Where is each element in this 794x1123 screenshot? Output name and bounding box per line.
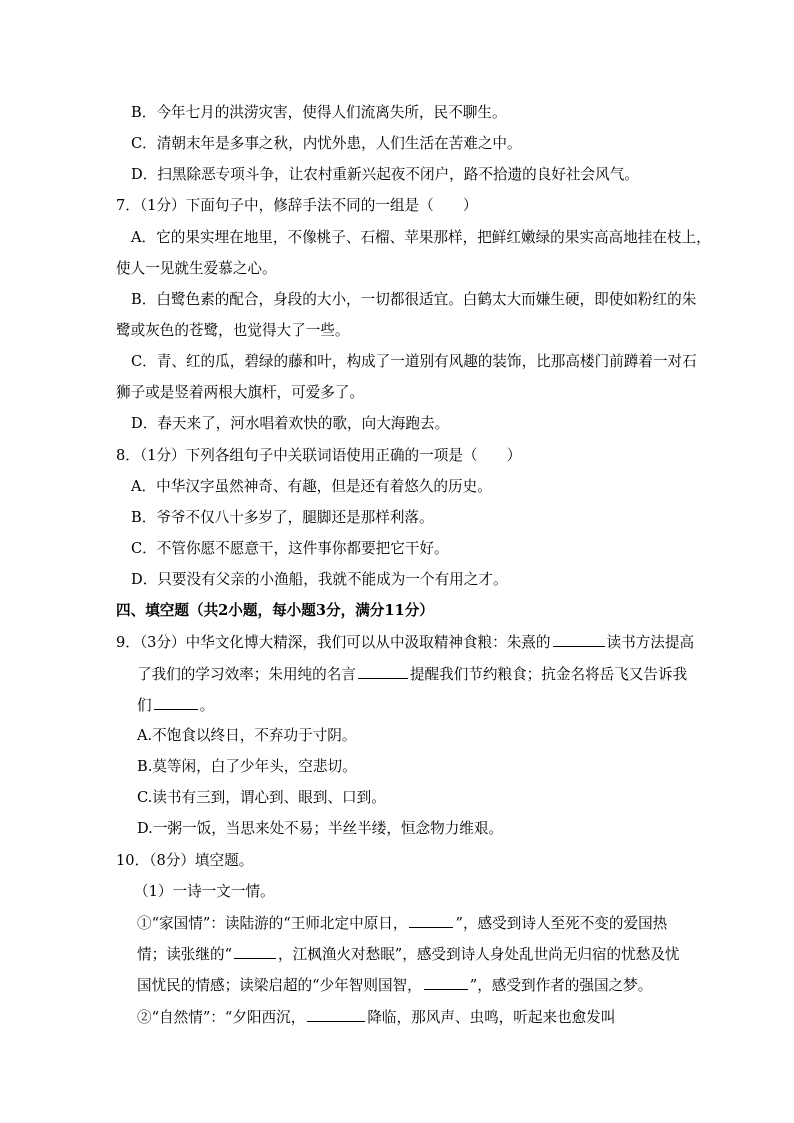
q10-text-4a: ②“自然情”：“夕阳西沉， [137,1009,306,1026]
q8-option-b: B．爷爷不仅八十多岁了，腿脚还是那样利落。 [131,509,434,526]
q8-option-a: A．中华汉字虽然神奇、有趣，但是还有着悠久的历史。 [131,478,492,495]
q6-option-d: D．扫黑除恶专项斗争，让农村重新兴起夜不闭户，路不拾遗的良好社会风气。 [131,166,639,183]
q8-option-c: C．不管你愿不愿意干，这件事你都要把它干好。 [131,540,449,557]
q9-text-3b: 。 [199,697,215,714]
q7-option-c-line1: C．青、红的瓜，碧绿的藤和叶，构成了一道别有风趣的装饰，比那高楼门前蹲着一对石 [131,353,697,370]
q6-option-c: C．清朝末年是多事之秋，内忧外患，人们生活在苦难之中。 [131,135,522,152]
question-9-line2 [137,664,687,685]
question-10-stem: 10．（8分）填空题。 [116,852,254,869]
q10-text-1a: ①“家国情”：读陆游的“王师北定中原日， [137,915,408,932]
q9-text-3a: 们 [137,697,152,714]
q9-option-d: D.一粥一饭，当思来处不易；半丝半缕，恒念物力维艰。 [137,820,504,837]
question-9-line1 [116,632,694,653]
q7-option-b-line2: 鹭或灰色的苍鹭，也觉得大了一些。 [116,322,350,339]
q7-option-b-line1: B．白鹭色素的配合，身段的大小，一切都很适宜。白鹤太大而嫌生硬，即使如粉红的朱 [131,291,697,308]
q9-text-1b: 读书方法提高 [606,634,695,651]
q10-text-1b: ”，感受到诗人至死不变的爱国热 [455,915,668,932]
question-8-stem: 8．（1分）下列各组句子中关联词语使用正确的一项是（ ） [116,447,522,464]
q9-option-a: A.不饱食以终日，不弃功于寸阴。 [137,727,357,744]
q10-para-line3 [137,975,652,996]
answer-blank-10-2[interactable] [234,944,276,959]
q9-text-2a: 了我们的学习效率；朱用纯的名言 [137,666,356,683]
q7-option-c-line2: 狮子或是竖着两根大旗杆，可爱多了。 [116,384,365,401]
q10-text-2b: ，江枫渔火对愁眠”，感受到诗人身处乱世尚无归宿的忧愁及忧 [278,946,680,963]
answer-blank-9-2[interactable] [358,664,408,679]
q10-text-3a: 国忧民的情感；读梁启超的“少年智则国智， [137,977,422,994]
q6-option-b: B．今年七月的洪涝灾害，使得人们流离失所，民不聊生。 [131,104,507,121]
q8-option-d: D．只要没有父亲的小渔船，我就不能成为一个有用之才。 [131,571,508,588]
q10-text-2a: 情；读张继的“ [137,946,233,963]
answer-blank-10-1[interactable] [409,913,453,928]
answer-blank-10-3[interactable] [424,975,468,990]
answer-blank-9-1[interactable] [553,632,605,647]
q10-para-line4 [137,1007,615,1028]
q7-option-a-line2: 使人一见就生爱慕之心。 [116,260,277,277]
q9-text-1a: 9．（3分）中华文化博大精深，我们可以从中汲取精神食粮：朱熹的 [116,634,551,651]
q10-part-1-heading: （1）一诗一文一情。 [134,883,275,900]
section-4-heading: 四、填空题（共2小题，每小题3分，满分11分） [116,602,434,619]
question-9-line3 [137,695,214,716]
q10-text-4b: 降临，那风声、虫鸣，听起来也愈发叫 [367,1009,616,1026]
answer-blank-10-4[interactable] [307,1007,365,1022]
q10-text-3b: ”，感受到作者的强国之梦。 [469,977,653,994]
q7-option-d: D．春天来了，河水唱着欢快的歌，向大海跑去。 [131,415,450,432]
q10-para-line1 [137,913,667,934]
q9-option-b: B.莫等闲，白了少年头，空悲切。 [137,758,357,775]
q9-option-c: C.读书有三到，谓心到、眼到、口到。 [137,789,386,806]
answer-blank-9-3[interactable] [154,695,198,710]
q9-text-2b: 提醒我们节约粮食；抗金名将岳飞又告诉我 [409,666,688,683]
q10-para-line2 [137,944,680,965]
question-7-stem: 7．（1分）下面句子中，修辞手法不同的一组是（ ） [116,197,478,214]
q7-option-a-line1: A．它的果实埋在地里，不像桃子、石榴、苹果那样，把鲜红嫩绿的果实高高地挂在枝上， [131,229,711,246]
